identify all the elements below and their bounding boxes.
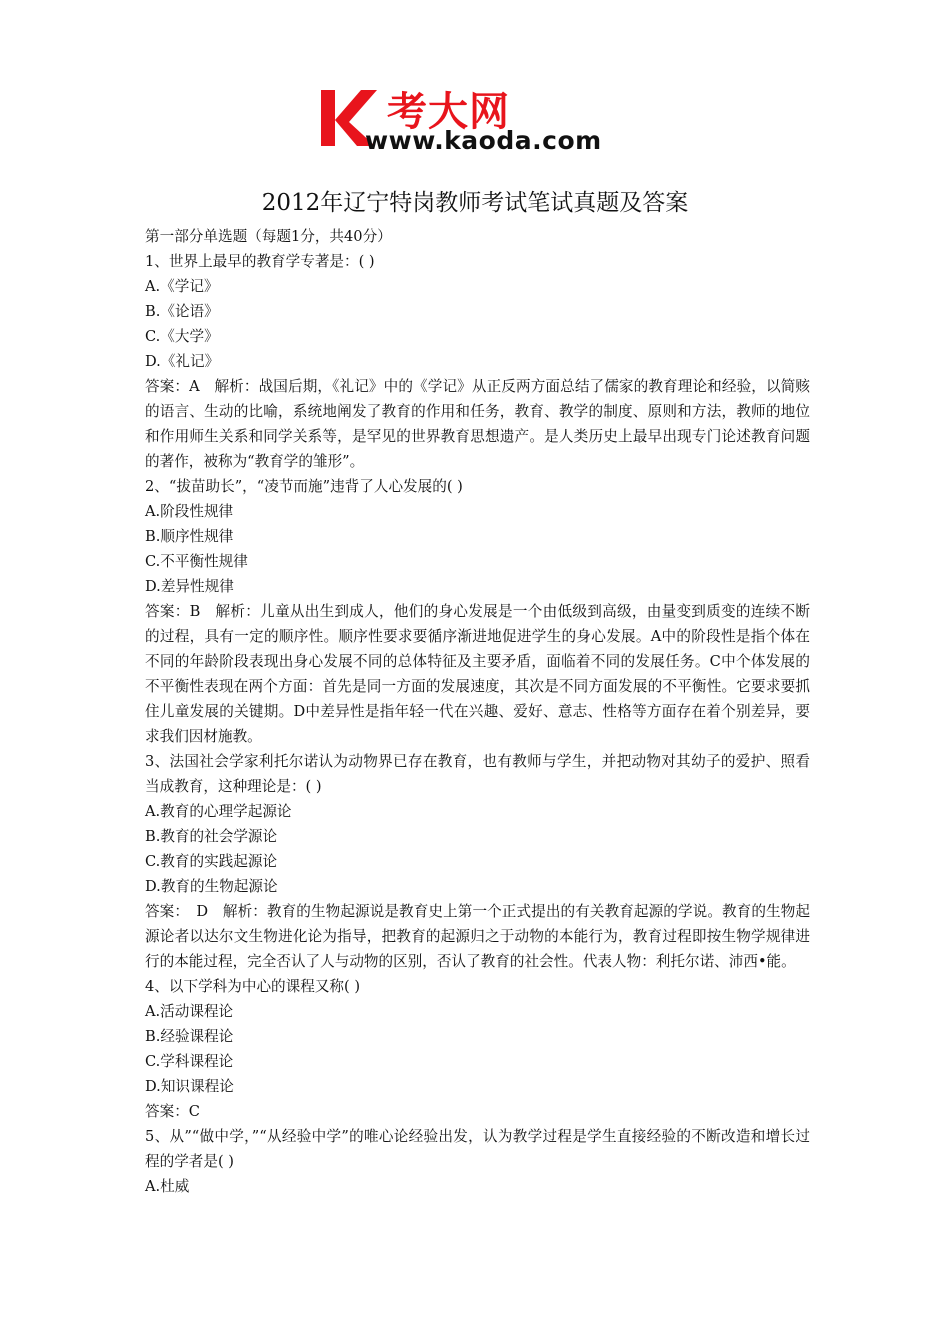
answer-explanation: 答案：C	[145, 1103, 200, 1120]
question-option: A.活动课程论	[145, 1003, 234, 1020]
question-option: D.《礼记》	[145, 353, 220, 370]
section-heading: 第一部分单选题（每题1分，共40分）	[145, 228, 392, 245]
question-option: C.不平衡性规律	[145, 553, 248, 570]
question-option: D.差异性规律	[145, 578, 234, 595]
question-option: C.教育的实践起源论	[145, 853, 278, 870]
question-option: D.知识课程论	[145, 1078, 234, 1095]
logo-name: 考大网	[387, 89, 510, 135]
question-stem: 1、世界上最早的教育学专著是：( )	[145, 253, 375, 270]
answer-explanation: 答案：B 解析：儿童从出生到成人，他们的身心发展是一个由低级到高级，由量变到质变的连续不断的过程，具有一定的顺序性。顺序性要求要循序渐进地促进学生的身心发展。A中的阶段性是指个体在不同的年龄阶段表现出身心发展不同的总体特征及主要矛盾，面临着不同的发展任务。C中个体发展的不平衡性表现在两个方面：首先是同一方面的发展速度，其次是不同方面发展的不平衡性。它要求要抓住儿童发展的关键期。D中差异性是指年轻一代在兴趣、爱好、意志、性格等方面存在着个别差异，要求我们因材施教。	[145, 603, 810, 745]
answer-explanation: 答案： D 解析：教育的生物起源说是教育史上第一个正式提出的有关教育起源的学说。教育的生物起源论者以达尔文生物进化论为指导，把教育的起源归之于动物的本能行为，教育过程即按生物学规律进行的本能过程，完全否认了人与动物的区别，否认了教育的社会性。代表人物：利托尔诺、沛西•能。	[145, 903, 810, 970]
question-option: A.《学记》	[145, 278, 219, 295]
question-stem: 3、法国社会学家利托尔诺认为动物界已存在教育，也有教师与学生，并把动物对其幼子的爱护、照看当成教育，这种理论是：( )	[145, 753, 810, 795]
question-option: B.顺序性规律	[145, 528, 234, 545]
question-stem: 4、以下学科为中心的课程又称( )	[145, 978, 361, 995]
question-option: B.教育的社会学源论	[145, 828, 278, 845]
question-stem: 5、从”“做中学，”“从经验中学”的唯心论经验出发，认为教学过程是学生直接经验的不断改造和增长过程的学者是( )	[145, 1128, 810, 1170]
kaoda-logo[interactable]	[315, 84, 645, 160]
question-stem: 2、“拔苗助长”，“凌节而施”违背了人心发展的( )	[145, 478, 463, 495]
question-option: B.《论语》	[145, 303, 219, 320]
question-option: D.教育的生物起源论	[145, 878, 278, 895]
logo-url: www.kaoda.com	[365, 126, 602, 155]
question-option: A.阶段性规律	[145, 503, 234, 520]
answer-explanation: 答案：A 解析：战国后期，《礼记》中的《学记》从正反两方面总结了儒家的教育理论和经验，以简赅的语言、生动的比喻，系统地阐发了教育的作用和任务，教育、教学的制度、原则和方法，教师的地位和作用师生关系和同学关系等，是罕见的世界教育思想遗产。是人类历史上最早出现专门论述教育问题的著作，被称为“教育学的雏形”。	[145, 378, 810, 470]
question-option: C.《大学》	[145, 328, 219, 345]
question-option: A.教育的心理学起源论	[145, 803, 292, 820]
page-title: 2012年辽宁特岗教师考试笔试真题及答案	[261, 190, 689, 216]
exam-content	[145, 224, 810, 1199]
question-option: C.学科课程论	[145, 1053, 234, 1070]
question-option: B.经验课程论	[145, 1028, 234, 1045]
question-option: A.杜威	[145, 1178, 190, 1195]
